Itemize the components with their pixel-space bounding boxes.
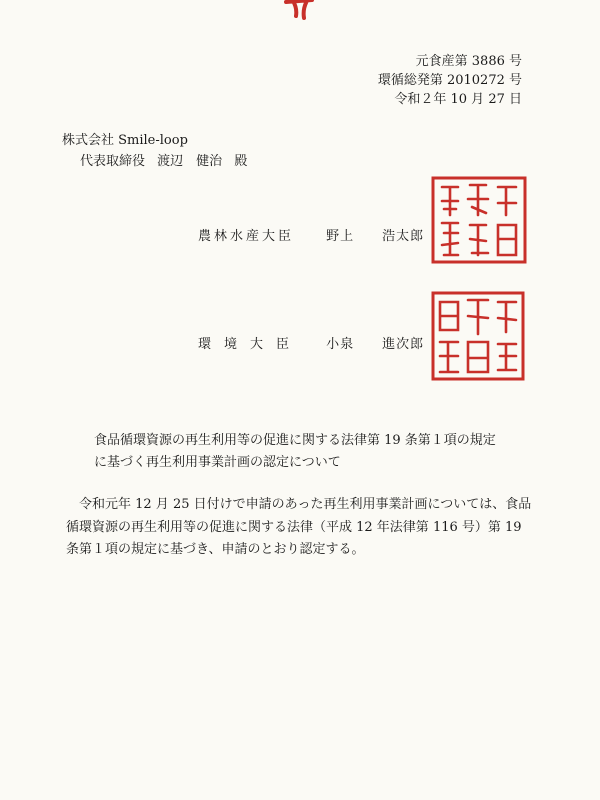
reference-number-1: 元食産第 3886 号 [415, 54, 522, 69]
addressee-representative [62, 151, 255, 172]
subject-line-2: に基づく再生利用事業計画の認定について [94, 455, 341, 470]
official-seal-agriculture-icon [430, 175, 528, 265]
document-subject [94, 430, 534, 474]
official-seal-environment-icon [430, 290, 526, 382]
sender-title: 農林水産大臣 [198, 229, 295, 244]
honorific: 殿 [234, 154, 248, 169]
sender-agriculture-minister [198, 225, 424, 244]
document-body: 令和元年 12 月 25 日付けで申請のあった再生利用事業計画については、食品循環資源の再生利用等の促進に関する法律（平成 12 年法律第 116 号）第 19 条第１項の規定に基づき、申請のとおり認定する。 [66, 497, 532, 557]
sender-title: 環境大臣 [198, 337, 303, 352]
sender-name: 野上 浩太郎 [326, 229, 425, 244]
sender-environment-minister [198, 333, 424, 352]
representative-title: 代表取締役 [80, 154, 146, 169]
seal-fragment-top [276, 0, 322, 20]
representative-name: 渡辺 健治 [157, 154, 223, 169]
document-reference [378, 52, 522, 109]
sender-name: 小泉 進次郎 [326, 337, 425, 352]
issue-date: 令和２年 10 月 27 日 [394, 92, 522, 107]
subject-line-1: 食品循環資源の再生利用等の促進に関する法律第 19 条第１項の規定 [94, 433, 496, 448]
addressee [62, 130, 255, 172]
addressee-company: 株式会社 Smile-loop [62, 133, 188, 148]
reference-number-2: 環循総発第 2010272 号 [377, 73, 522, 88]
